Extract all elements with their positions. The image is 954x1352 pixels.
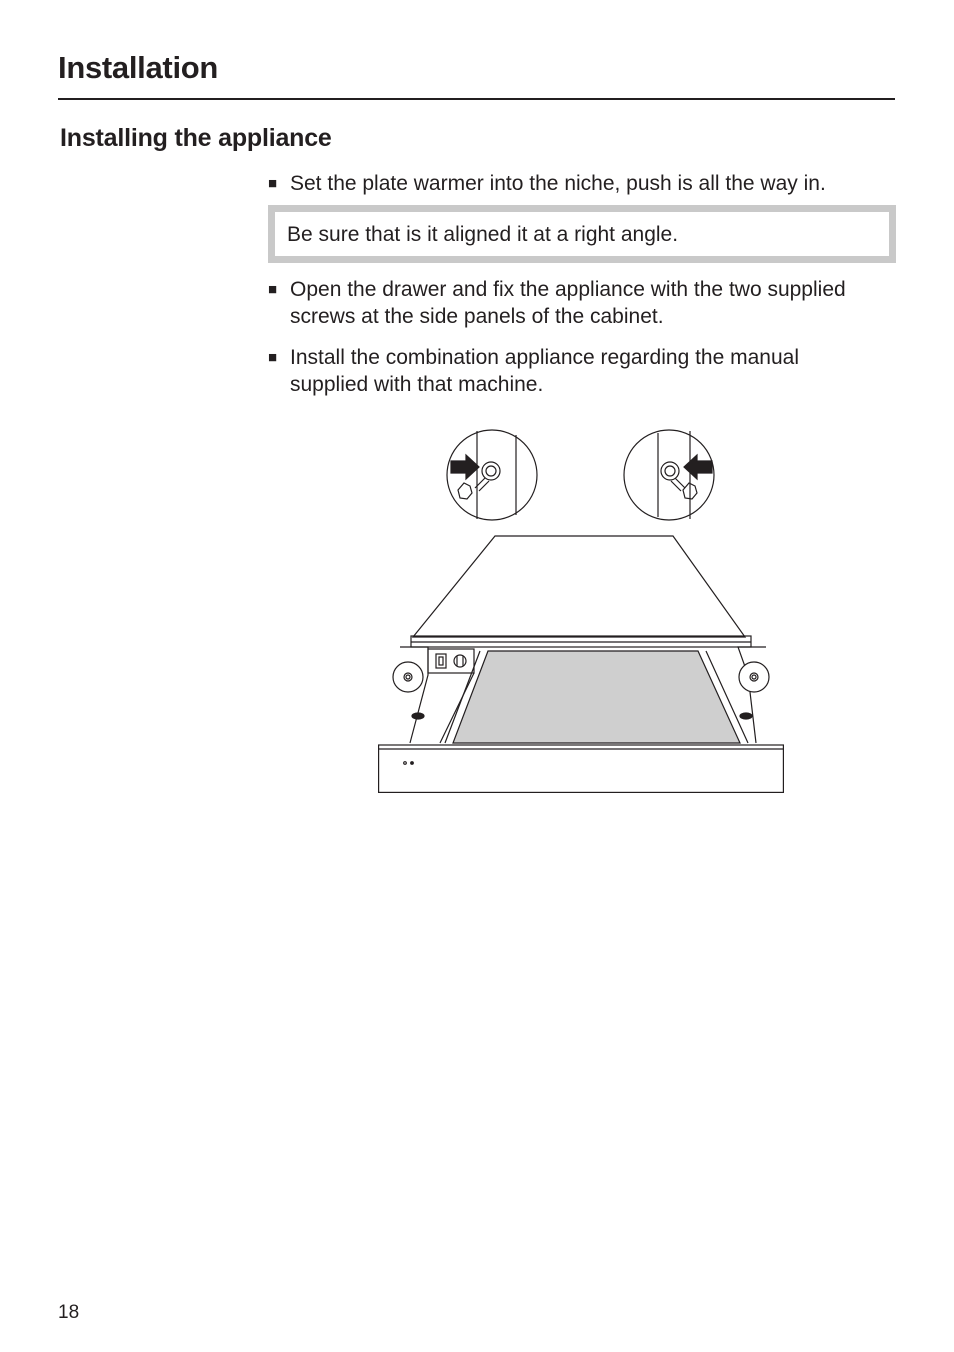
title-divider: [58, 98, 895, 100]
step-2: [268, 276, 878, 330]
screw-detail-left-icon: [447, 430, 537, 520]
subsection-title: Installing the appliance: [60, 124, 332, 152]
step-text: Open the drawer and fix the appliance with the two supplied screws at the side panels of the cabinet.: [290, 278, 846, 328]
drawer-lid-icon: [411, 536, 751, 647]
drawer-front-panel-icon: [379, 745, 784, 792]
bullet-square-icon: ■: [268, 281, 278, 298]
side-rail-right-icon: [738, 647, 769, 743]
bullet-square-icon: ■: [268, 349, 278, 366]
drawer-cavity-icon: [440, 651, 748, 743]
step-1: [268, 170, 878, 197]
step-3: [268, 344, 878, 398]
page-number: 18: [58, 1302, 80, 1323]
step-text: Set the plate warmer into the niche, push is all the way in.: [290, 172, 826, 195]
step-text: Install the combination appliance regarding the manual supplied with that machine.: [290, 346, 799, 396]
installation-illustration: [378, 425, 788, 797]
note-box: [268, 205, 896, 263]
note-text: Be sure that is it aligned it at a right angle.: [287, 223, 679, 246]
side-rail-left-icon: [393, 647, 428, 743]
bullet-square-icon: ■: [268, 175, 278, 192]
screw-detail-right-icon: [624, 430, 714, 520]
section-title: Installation: [58, 50, 219, 85]
control-panel-icon: [428, 649, 474, 673]
